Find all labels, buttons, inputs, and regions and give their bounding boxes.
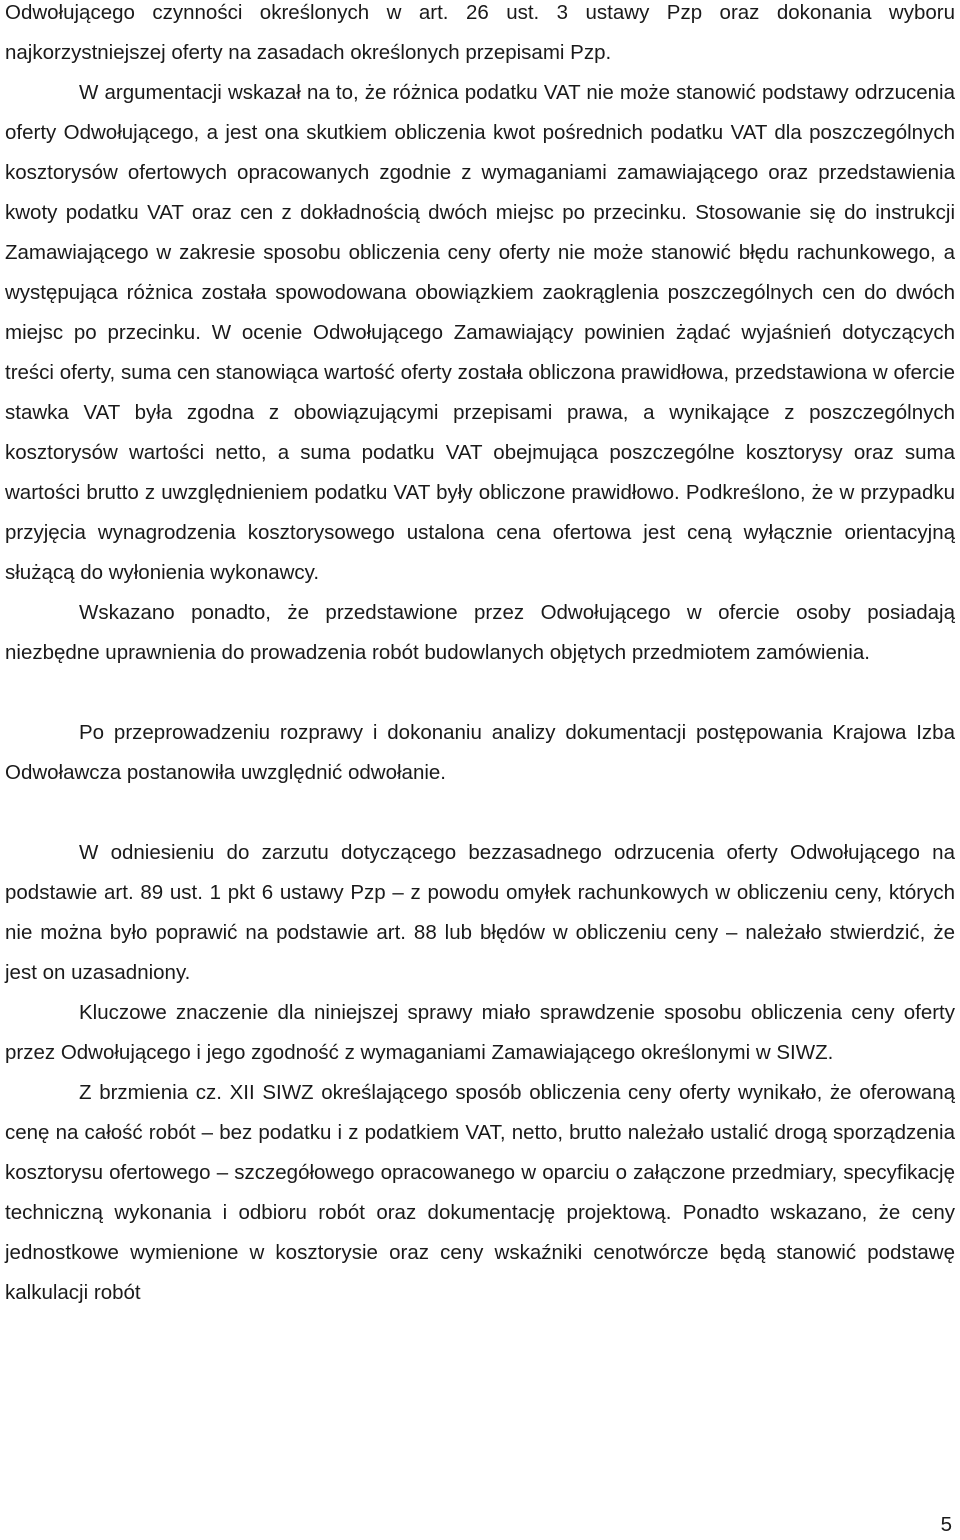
document-page	[5, 0, 955, 1313]
page-number: 5	[940, 1513, 952, 1536]
paragraph-siwz-rules: Z brzmienia cz. XII SIWZ określającego sposób obliczenia ceny oferty wynikało, że oferowaną cenę na całość robót – bez podatku i z podatkiem VAT, netto, brutto należało ustalić drogą sporządzenia kosztorysu ofertowego – szczegółowego opracowanego w oparciu o załączone przedmiary, specyfikację techniczną wykonania i odbioru robót oraz dokumentację projektową. Ponadto wskazano, że ceny jednostkowe wymienione w kosztorysie oraz ceny wskaźniki cenotwórcze będą stanowić podstawę kalkulacji robót	[5, 1081, 955, 1304]
paragraph-key-issue: Kluczowe znaczenie dla niniejszej sprawy miało sprawdzenie sposobu obliczenia ceny oferty przez Odwołującego i jego zgodność z wymaganiami Zamawiającego określonymi w SIWZ.	[5, 1001, 955, 1064]
paragraph-continuation: Odwołującego czynności określonych w art. 26 ust. 3 ustawy Pzp oraz dokonania wyboru najkorzystniejszej oferty na zasadach określonych przepisami Pzp.	[5, 1, 955, 64]
paragraph-argumentation: W argumentacji wskazał na to, że różnica podatku VAT nie może stanowić podstawy odrzucenia oferty Odwołującego, a jest ona skutkiem obliczenia kwot pośrednich podatku VAT dla poszczególnych kosztorysów ofertowych opracowanych zgodnie z wymaganiami zamawiającego oraz przedstawienia kwoty podatku VAT oraz cen z dokładnością dwóch miejsc po przecinku. Stosowanie się do instrukcji Zamawiającego w zakresie sposobu obliczenia ceny oferty nie może stanowić błędu rachunkowego, a występująca różnica została spowodowana obowiązkiem zaokrąglenia poszczególnych cen do dwóch miejsc po przecinku. W ocenie Odwołującego Zamawiający powinien żądać wyjaśnień dotyczących treści oferty, suma cen stanowiąca wartość oferty została obliczona prawidłowa, przedstawiona w ofercie stawka VAT była zgodna z obowiązującymi przepisami prawa, a wynikające z poszczególnych kosztorysów wartości netto, a suma podatku VAT obejmująca poszczególne kosztorysy oraz suma wartości brutto z uwzględnieniem podatku VAT były obliczone prawidłowo. Podkreślono, że w przypadku przyjęcia wynagrodzenia kosztorysowego ustalona cena ofertowa jest ceną wyłącznie orientacyjną służącą do wyłonienia wykonawcy.	[5, 81, 955, 584]
paragraph-qualifications: Wskazano ponadto, że przedstawione przez Odwołującego w ofercie osoby posiadają niezbędne uprawnienia do prowadzenia robót budowlanych objętych przedmiotem zamówienia.	[5, 601, 955, 664]
paragraph-decision: Po przeprowadzeniu rozprawy i dokonaniu analizy dokumentacji postępowania Krajowa Izba Odwoławcza postanowiła uwzględnić odwołanie.	[5, 721, 955, 784]
paragraph-rejection-assessment: W odniesieniu do zarzutu dotyczącego bezzasadnego odrzucenia oferty Odwołującego na podstawie art. 89 ust. 1 pkt 6 ustawy Pzp – z powodu omyłek rachunkowych w obliczeniu ceny, których nie można było poprawić na podstawie art. 88 lub błędów w obliczeniu ceny – należało stwierdzić, że jest on uzasadniony.	[5, 841, 955, 984]
